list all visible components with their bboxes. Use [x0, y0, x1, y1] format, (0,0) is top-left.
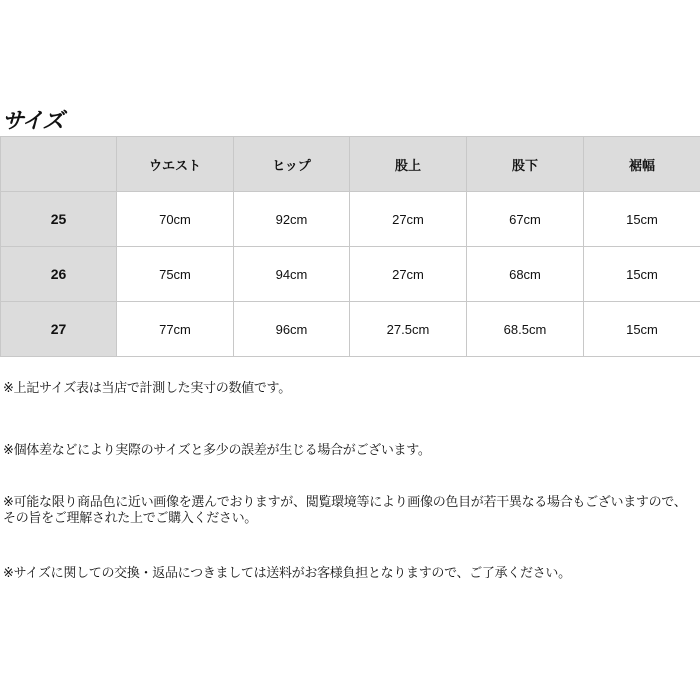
size-table: [0, 136, 700, 357]
header-rise: 股上: [350, 137, 467, 192]
cell-waist: 75cm: [117, 247, 234, 302]
cell-inseam: 68cm: [467, 247, 584, 302]
size-title: サイズ: [2, 109, 64, 134]
header-waist: ウエスト: [117, 137, 234, 192]
row-size-label: 27: [1, 302, 117, 357]
cell-inseam: 67cm: [467, 192, 584, 247]
row-size-label: 25: [1, 192, 117, 247]
cell-hem-width: 15cm: [584, 302, 700, 357]
row-size-label: 26: [1, 247, 117, 302]
header-hip: ヒップ: [234, 137, 350, 192]
table-row: [1, 192, 700, 247]
cell-waist: 77cm: [117, 302, 234, 357]
header-hem-width: 裾幅: [584, 137, 700, 192]
table-row: [1, 247, 700, 302]
note-individual-difference: ※個体差などにより実際のサイズと多少の誤差が生じる場合がございます。: [3, 443, 431, 458]
cell-hip: 96cm: [234, 302, 350, 357]
table-row: [1, 302, 700, 357]
note-measurement: ※上記サイズ表は当店で計測した実寸の数値です。: [3, 381, 291, 396]
cell-hip: 94cm: [234, 247, 350, 302]
cell-inseam: 68.5cm: [467, 302, 584, 357]
cell-hip: 92cm: [234, 192, 350, 247]
cell-hem-width: 15cm: [584, 192, 700, 247]
table-header-row: [1, 137, 700, 192]
table-corner-cell: [1, 137, 117, 192]
header-inseam: 股下: [467, 137, 584, 192]
cell-waist: 70cm: [117, 192, 234, 247]
note-color-difference: ※可能な限り商品色に近い画像を選んでおりますが、閲覧環境等により画像の色目が若干異なる場合もございますので、その旨をご理解された上でご購入ください。: [3, 495, 687, 526]
cell-rise: 27cm: [350, 192, 467, 247]
cell-hem-width: 15cm: [584, 247, 700, 302]
cell-rise: 27cm: [350, 247, 467, 302]
note-exchange-return: ※サイズに関しての交換・返品につきましては送料がお客様負担となりますので、ご了承ください。: [3, 566, 571, 581]
cell-rise: 27.5cm: [350, 302, 467, 357]
